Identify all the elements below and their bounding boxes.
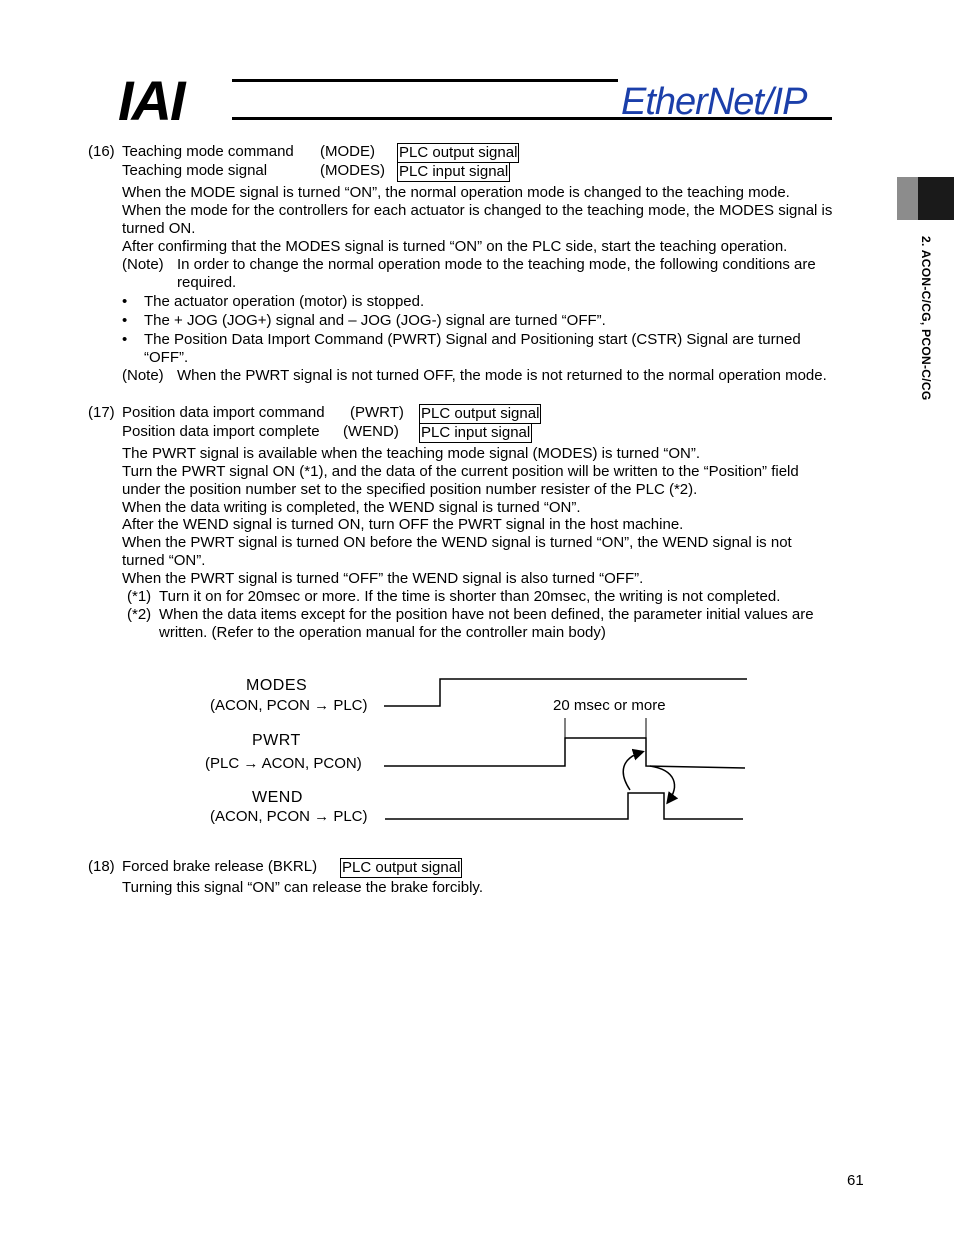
s17-p3: When the data writing is completed, the WEND signal is turned “ON”. — [122, 499, 581, 516]
timing-pwrt-direction: (PLC → ACON, PCON) — [205, 755, 362, 772]
s17-p5a: When the PWRT signal is turned ON before the WEND signal is turned “ON”, the WEND signal is not — [122, 534, 792, 551]
side-tab-label: 2. ACON-C/CG, PCON-C/CG — [919, 236, 933, 401]
s17-number: (17) — [88, 404, 115, 421]
ethernet-ip-brand: EtherNet/IP — [621, 81, 807, 123]
s17-wend-code: (WEND) — [343, 423, 399, 440]
s17-p2a: Turn the PWRT signal ON (*1), and the data of the current position will be written to the “Position” field — [122, 463, 799, 480]
s16-mode-badge: PLC output signal — [399, 144, 518, 161]
s16-p3: After confirming that the MODES signal is turned “ON” on the PLC side, start the teaching operation. — [122, 238, 788, 255]
s17-wend-name: Position data import complete — [122, 423, 320, 440]
s17-fn2-label: (*2) — [127, 606, 152, 623]
s16-note2-label: (Note) — [122, 367, 164, 384]
s16-bullet3a: The Position Data Import Command (PWRT) Signal and Positioning start (CSTR) Signal are turned — [144, 331, 801, 348]
s17-fn1: Turn it on for 20msec or more. If the time is shorter than 20msec, the writing is not completed. — [159, 588, 781, 605]
timing-interval-label: 20 msec or more — [553, 697, 666, 714]
bullet-dot: • — [122, 293, 128, 310]
s16-mode-code: (MODE) — [320, 143, 375, 160]
s17-wend-badge: PLC input signal — [421, 424, 531, 441]
s16-modes-name: Teaching mode signal — [122, 162, 268, 179]
s17-p2b: under the position number set to the specified position number resister of the PLC (*2). — [122, 481, 698, 498]
s16-number: (16) — [88, 143, 115, 160]
pwrt-to-wend-arrow — [623, 752, 642, 790]
s18-p1: Turning this signal “ON” can release the brake forcibly. — [122, 879, 483, 896]
s18-number: (18) — [88, 858, 115, 875]
s16-note1-a: In order to change the normal operation mode to the teaching mode, the following conditions are — [177, 256, 816, 273]
s16-note1-b: required. — [177, 274, 237, 291]
pwrt-waveform — [384, 738, 745, 768]
wend-waveform — [385, 793, 743, 819]
s16-note1-label: (Note) — [122, 256, 164, 273]
wend-to-pwrt-arrow — [650, 766, 674, 802]
s17-pwrt-name: Position data import command — [122, 404, 325, 421]
timing-modes-label: MODES — [246, 677, 308, 694]
s16-modes-badge: PLC input signal — [399, 163, 509, 180]
s18-badge: PLC output signal — [342, 859, 461, 876]
bullet-dot: • — [122, 331, 128, 348]
s17-p4: After the WEND signal is turned ON, turn OFF the PWRT signal in the host machine. — [122, 516, 684, 533]
s17-fn1-label: (*1) — [127, 588, 152, 605]
s16-p2b: turned ON. — [122, 220, 196, 237]
s16-p2a: When the mode for the controllers for each actuator is changed to the teaching mode, the MODES signal is — [122, 202, 833, 219]
s16-bullet3b: “OFF”. — [144, 349, 189, 366]
s16-modes-code: (MODES) — [320, 162, 385, 179]
timing-pwrt-label: PWRT — [252, 732, 301, 749]
s16-p1: When the MODE signal is turned “ON”, the normal operation mode is changed to the teaching mode. — [122, 184, 790, 201]
s17-p1: The PWRT signal is available when the teaching mode signal (MODES) is turned “ON”. — [122, 445, 701, 462]
s16-bullet1: The actuator operation (motor) is stopped. — [144, 293, 425, 310]
s17-p6: When the PWRT signal is turned “OFF” the WEND signal is also turned “OFF”. — [122, 570, 644, 587]
s17-pwrt-code: (PWRT) — [350, 404, 404, 421]
bullet-dot: • — [122, 312, 128, 329]
s16-note2: When the PWRT signal is not turned OFF, the mode is not returned to the normal operation mode. — [177, 367, 827, 384]
timing-wend-label: WEND — [252, 789, 303, 806]
page-number: 61 — [847, 1172, 864, 1189]
s16-mode-name: Teaching mode command — [122, 143, 294, 160]
s17-pwrt-badge: PLC output signal — [421, 405, 540, 422]
timing-wend-direction: (ACON, PCON → PLC) — [210, 808, 368, 825]
s17-fn2b: written. (Refer to the operation manual for the controller main body) — [159, 624, 606, 641]
modes-waveform — [384, 679, 747, 706]
s17-fn2a: When the data items except for the position have not been defined, the parameter initial values are — [159, 606, 814, 623]
s18-name: Forced brake release (BKRL) — [122, 858, 318, 875]
iai-logo: IAI — [118, 69, 184, 132]
s17-p5b: turned “ON”. — [122, 552, 206, 569]
timing-modes-direction: (ACON, PCON → PLC) — [210, 697, 368, 714]
s16-bullet2: The + JOG (JOG+) signal and – JOG (JOG-) signal are turned “OFF”. — [144, 312, 606, 329]
